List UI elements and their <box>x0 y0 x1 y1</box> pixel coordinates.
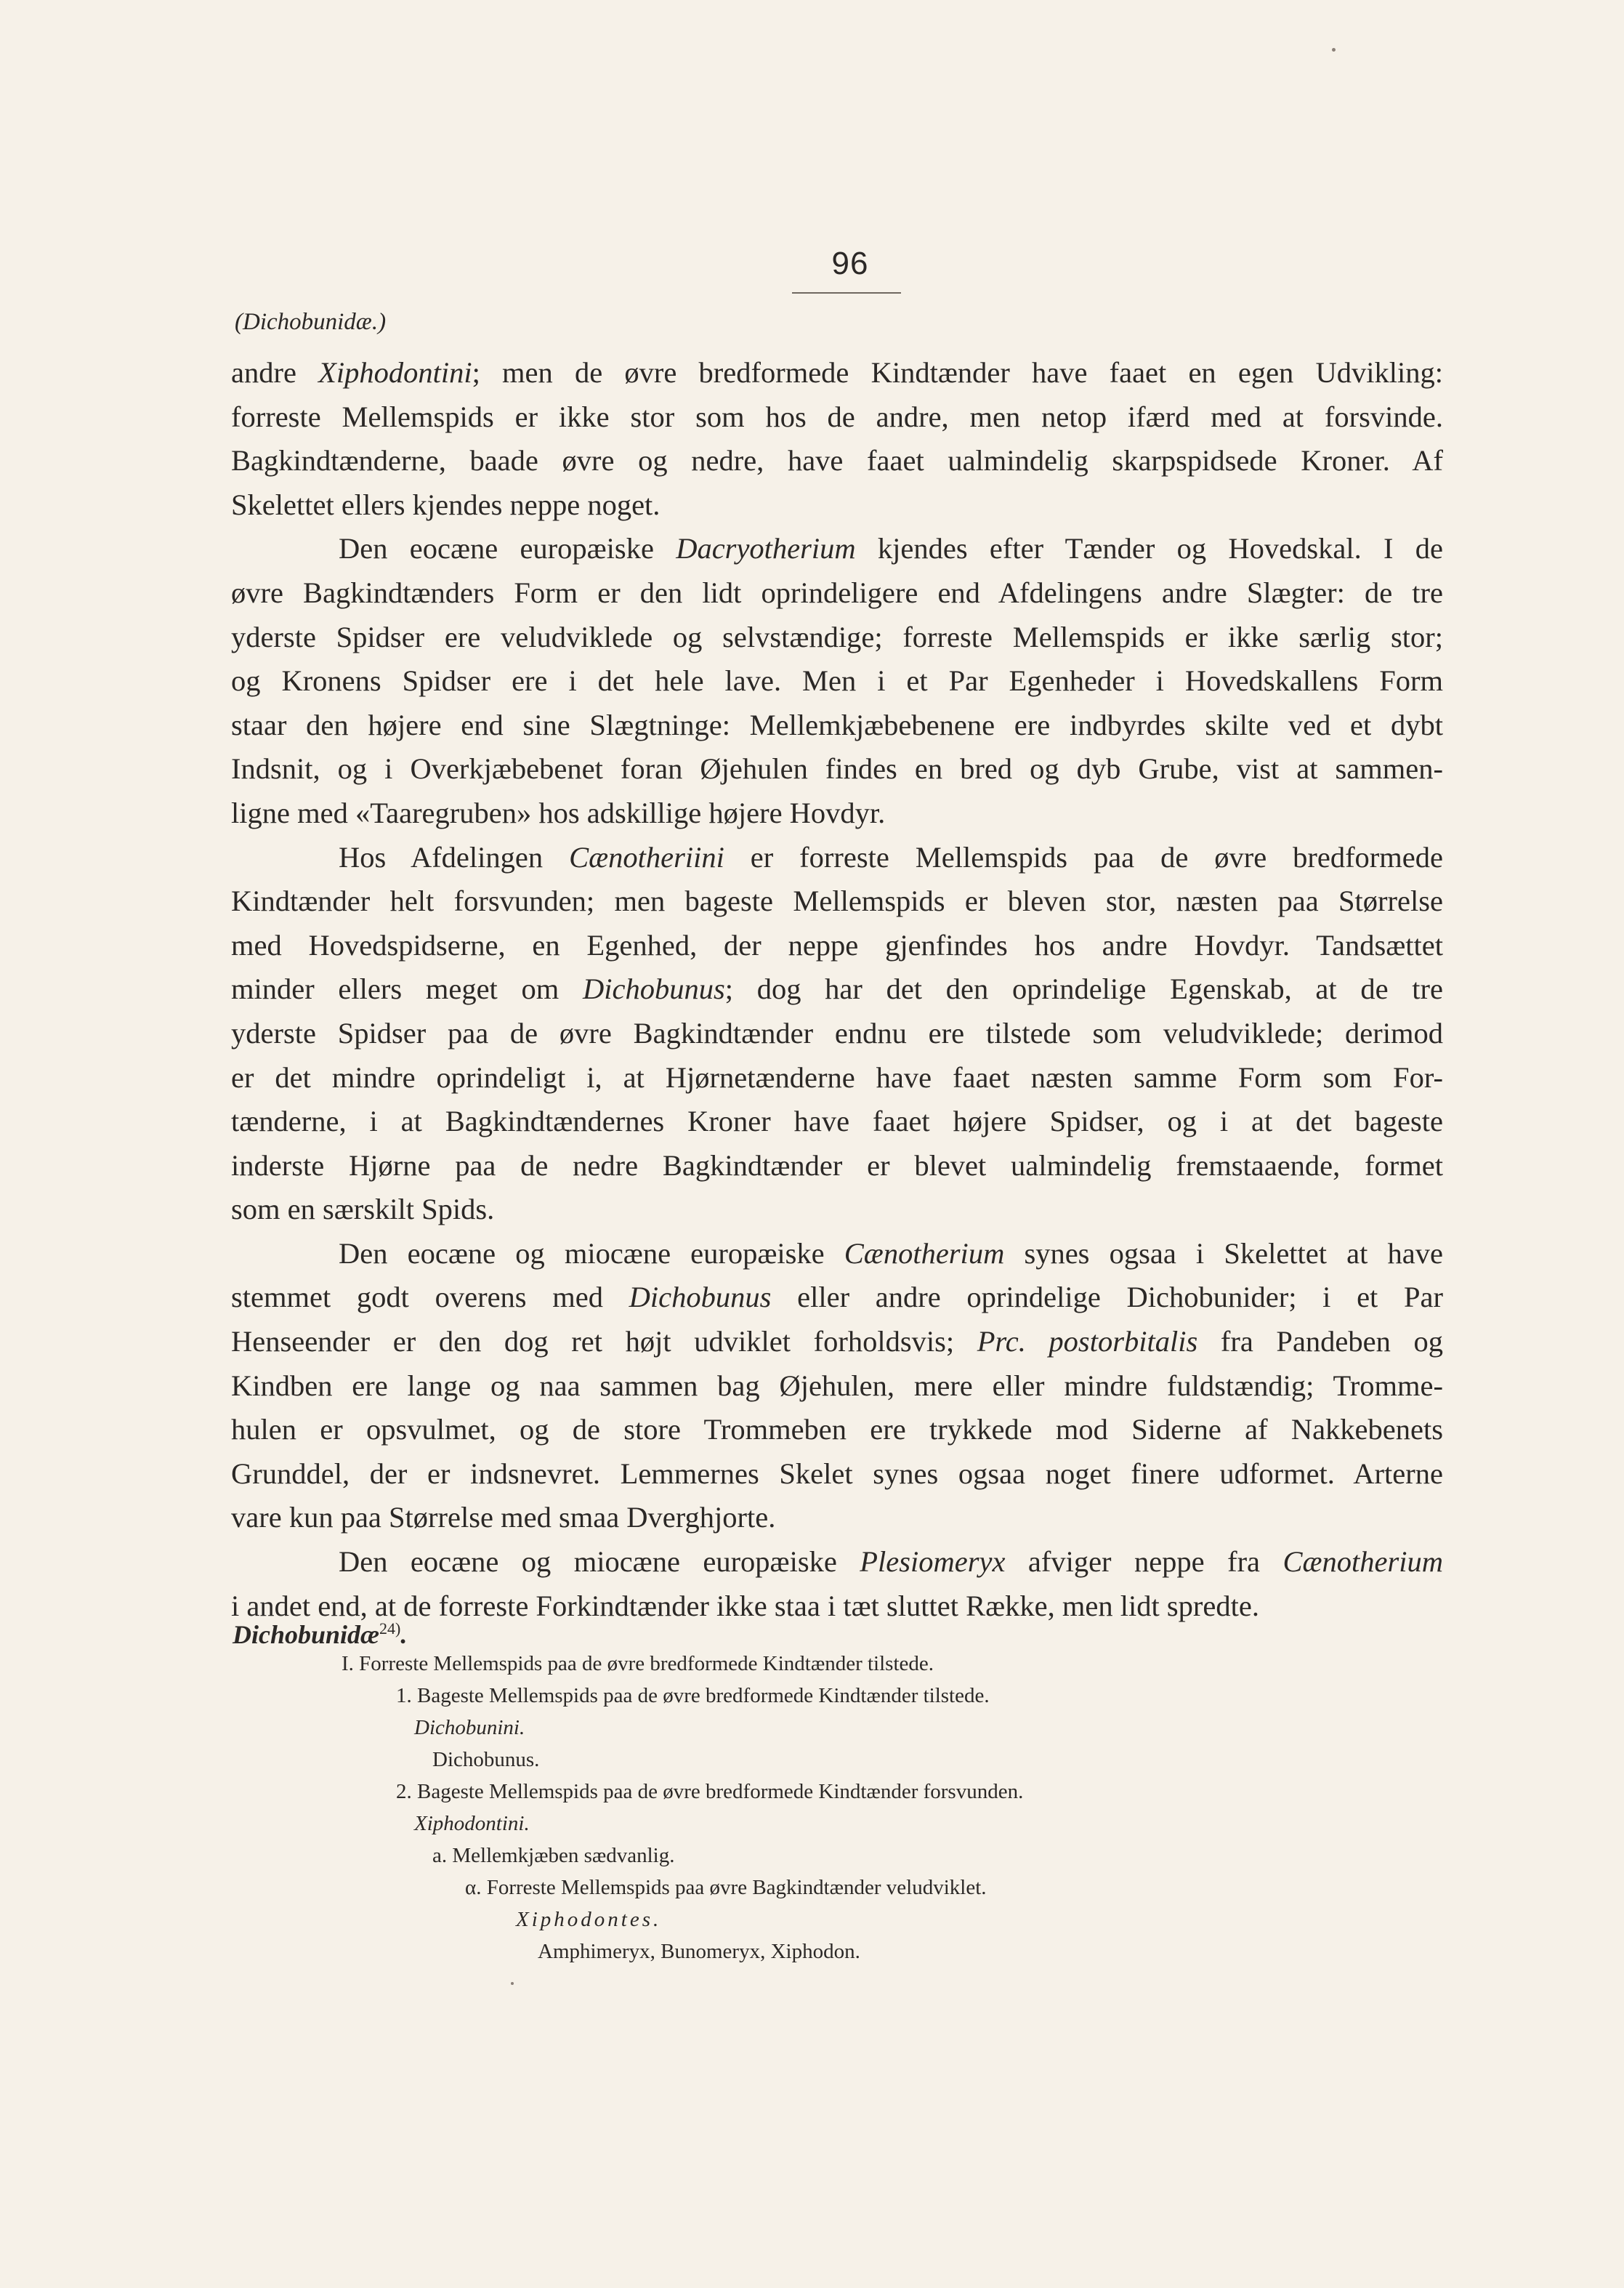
text-run: fra Pandeben og <box>1197 1325 1443 1358</box>
text-line <box>231 483 1443 528</box>
text-run: Hos Afdelingen <box>339 840 570 874</box>
key-row: 1. Bageste Mellemspids paa de øvre bredformede Kindtænder tilstede. <box>396 1684 990 1707</box>
taxon-name: Dichobunus <box>582 972 725 1006</box>
text-line <box>231 1540 1443 1584</box>
text-line <box>231 924 1443 968</box>
key-row: Xiphodontini. <box>414 1812 530 1835</box>
text-run: yderste Spidser ere veludviklede og selvstændige; forreste Mellemspids er ikke særlig stor; <box>231 620 1443 653</box>
text-line <box>231 836 1443 880</box>
paper-speck <box>1332 48 1336 52</box>
text-line <box>231 616 1443 660</box>
text-run: Henseender er den dog ret højt udviklet forholdsvis; <box>231 1325 977 1358</box>
key-title-text: Dichobunidæ <box>233 1620 380 1649</box>
taxon-name: Xiphodontini <box>318 356 472 389</box>
text-run: inderste Hjørne paa de nedre Bagkindtænder er blevet ualmindelig fremstaaende, formet <box>231 1148 1443 1182</box>
taxon-name: Cænotherium <box>1282 1545 1443 1579</box>
key-row: a. Mellemkjæben sædvanlig. <box>432 1844 675 1867</box>
text-line <box>231 395 1443 440</box>
text-run: Grunddel, der er indsnevret. Lemmernes Skelet synes ogsaa noget finere udformet. Arterne <box>231 1457 1443 1490</box>
text-run: staar den højere end sine Slægtninge: Mellemkjæbebenene ere indbyrdes skilte ved et dybt <box>231 708 1443 741</box>
text-line <box>231 1012 1443 1056</box>
running-head: (Dichobunidæ.) <box>235 309 387 335</box>
text-line <box>231 1144 1443 1188</box>
text-line <box>231 1452 1443 1497</box>
text-line <box>231 879 1443 924</box>
text-run: stemmet godt overens med <box>231 1281 629 1314</box>
taxon-name: Cænotherium <box>844 1236 1005 1270</box>
text-run: afviger neppe fra <box>1005 1545 1283 1579</box>
text-run: er forreste Mellemspids paa de øvre bredformede <box>724 840 1443 874</box>
text-run: er det mindre oprindeligt i, at Hjørnetænderne have faaet næsten samme Form som For- <box>231 1060 1443 1094</box>
text-line <box>231 1276 1443 1320</box>
text-run: andre <box>231 356 319 389</box>
key-row: α. Forreste Mellemspids paa øvre Bagkindtænder veludviklet. <box>465 1876 987 1899</box>
text-run: ; dog har det den oprindelige Egenskab, at de tre <box>724 972 1443 1006</box>
text-line <box>231 351 1443 395</box>
text-run: Kindtænder helt forsvunden; men bageste Mellemspids er bleven stor, næsten paa Størrelse <box>231 885 1443 918</box>
text-line <box>231 1364 1443 1409</box>
text-run: yderste Spidser paa de øvre Bagkindtænder endnu ere tilstede som veludviklede; derimod <box>231 1016 1443 1050</box>
text-line <box>231 439 1443 483</box>
text-run: ligne med «Taaregruben» hos adskillige højere Hovdyr. <box>231 796 886 829</box>
text-run: forreste Mellemspids er ikke stor som hos de andre, men netop ifærd med at forsvinde. <box>231 400 1443 433</box>
text-line <box>231 527 1443 571</box>
text-line <box>231 1408 1443 1452</box>
text-run: hulen er opsvulmet, og de store Trommeben ere trykkede mod Siderne af Nakkebenets <box>231 1413 1443 1446</box>
text-line <box>231 1100 1443 1144</box>
text-run: øvre Bagkindtænders Form er den lidt oprindeligere end Afdelingens andre Slægter: de tre <box>231 576 1443 609</box>
text-line <box>231 1056 1443 1100</box>
text-line <box>231 1496 1443 1540</box>
text-run: tænderne, i at Bagkindtændernes Kroner have faaet højere Spidser, og i at det bageste <box>231 1105 1443 1138</box>
text-run: Kindben ere lange og naa sammen bag Øjehulen, mere eller mindre fuldstændig; Tromme- <box>231 1369 1443 1402</box>
body-text <box>231 351 1443 1628</box>
text-line <box>231 967 1443 1012</box>
key-row: Dichobunini. <box>414 1716 525 1739</box>
text-run: og Kronens Spidser ere i det hele lave. Men i et Par Egenheder i Hovedskallens Form <box>231 664 1443 698</box>
text-line <box>231 571 1443 616</box>
key-row: Dichobunus. <box>432 1748 540 1771</box>
taxon-name: Prc. postorbitalis <box>977 1325 1198 1358</box>
key-title-footnote-ref: 24) <box>379 1619 401 1638</box>
text-line <box>231 747 1443 791</box>
page-number-rule <box>792 292 901 294</box>
taxon-name: Plesiomeryx <box>860 1545 1006 1579</box>
text-run: Den eocæne og miocæne europæiske <box>339 1545 860 1579</box>
text-run: eller andre oprindelige Dichobunider; i et Par <box>771 1281 1443 1314</box>
taxon-name: Dacryotherium <box>676 532 856 565</box>
text-line <box>231 659 1443 704</box>
text-run: som en særskilt Spids. <box>231 1193 495 1226</box>
taxon-name: Dichobunus <box>629 1281 772 1314</box>
key-title: Dichobunidæ$^{24)}$. <box>233 1619 408 1649</box>
text-run: Bagkindtænderne, baade øvre og nedre, have faaet ualmindelig skarpspidsede Kroner. Af <box>231 444 1443 478</box>
paper-speck <box>511 1982 514 1985</box>
text-line <box>231 1188 1443 1232</box>
text-line <box>231 1320 1443 1364</box>
text-line <box>231 791 1443 836</box>
text-line <box>231 704 1443 748</box>
taxon-name: Cænotheriini <box>569 840 724 874</box>
text-run: Den eocæne og miocæne europæiske <box>339 1236 844 1270</box>
text-run: vare kun paa Størrelse med smaa Dverghjorte. <box>231 1501 776 1534</box>
text-run: i andet end, at de forreste Forkindtænder ikke staa i tæt sluttet Række, men lidt spredte. <box>231 1589 1259 1622</box>
key-row: 2. Bageste Mellemspids paa de øvre bredformede Kindtænder forsvunden. <box>396 1780 1024 1803</box>
text-run: kjendes efter Tænder og Hovedskal. I de <box>855 532 1443 565</box>
page-number: 96 <box>831 246 869 281</box>
text-run: Skelettet ellers kjendes neppe noget. <box>231 488 660 521</box>
text-run: synes ogsaa i Skelettet at have <box>1004 1236 1443 1270</box>
text-run: Indsnit, og i Overkjæbebenet foran Øjehulen findes en bred og dyb Grube, vist at sammen- <box>231 752 1443 786</box>
text-line <box>231 1232 1443 1276</box>
key-row: Xiphodontes. <box>516 1908 662 1931</box>
key-row: I. Forreste Mellemspids paa de øvre bredformede Kindtænder tilstede. <box>342 1652 934 1675</box>
text-run: minder ellers meget om <box>231 972 583 1006</box>
text-run: ; men de øvre bredformede Kindtænder have faaet en egen Udvikling: <box>472 356 1443 389</box>
taxonomy-key <box>233 1610 1023 1967</box>
key-row: Amphimeryx, Bunomeryx, Xiphodon. <box>538 1940 860 1963</box>
text-run: med Hovedspidserne, en Egenhed, der neppe gjenfindes hos andre Hovdyr. Tandsættet <box>231 928 1443 962</box>
text-run: Den eocæne europæiske <box>339 532 676 565</box>
